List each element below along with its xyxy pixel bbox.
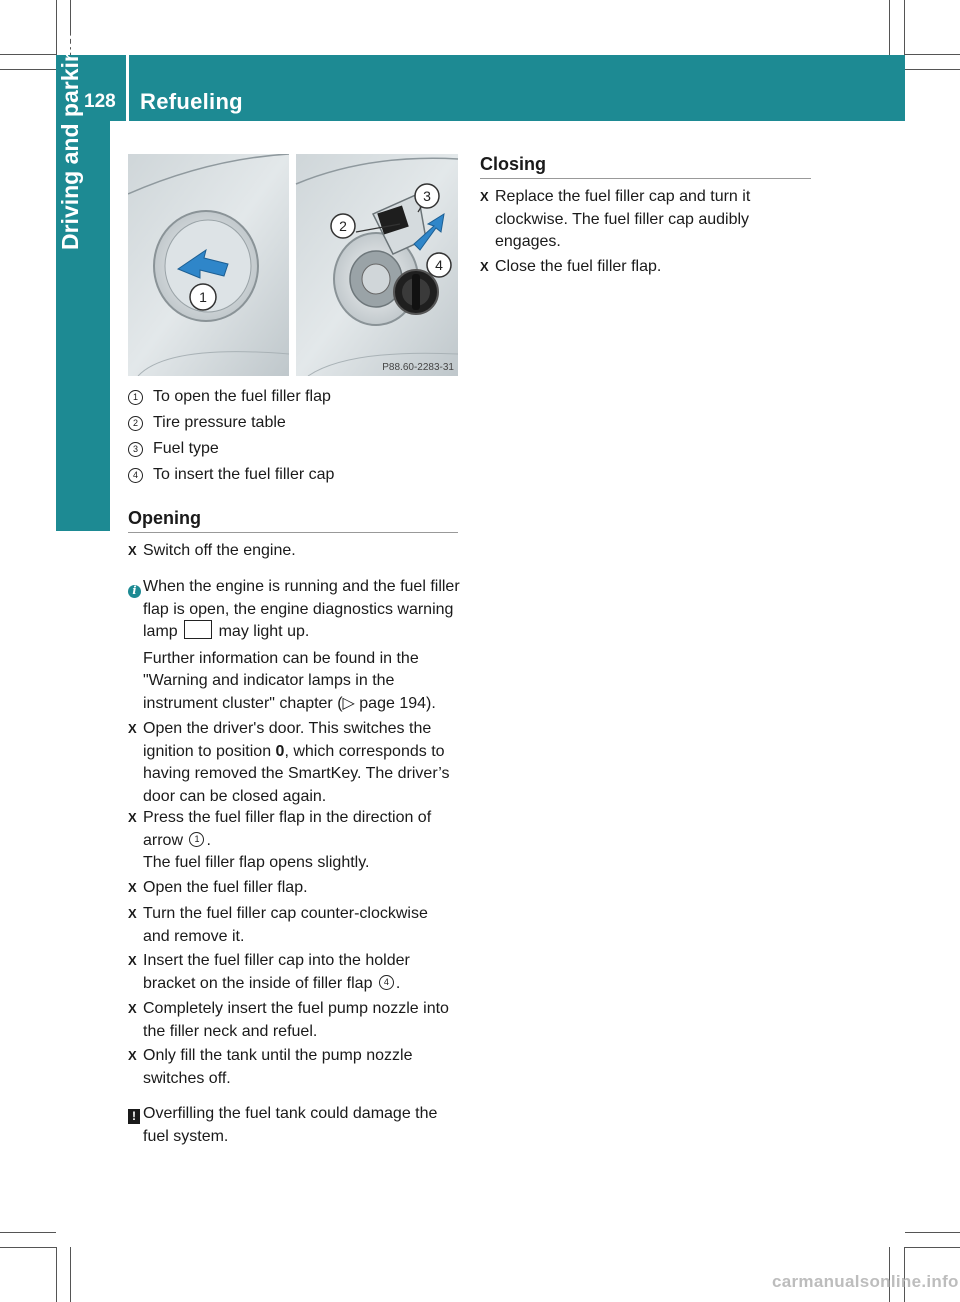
step-fill-tank: X Only fill the tank until the pump nozzle switches off. — [128, 1047, 413, 1087]
warning-note: ! Overfilling the fuel tank could damage the fuel system. — [128, 1103, 466, 1148]
warning-icon: ! — [128, 1105, 140, 1128]
step-marker-icon: X — [480, 189, 489, 204]
step-switch-off: X Switch off the engine. — [128, 540, 468, 563]
page-title: Refueling — [140, 89, 243, 114]
crop-mark — [56, 1247, 57, 1302]
step-marker-icon: X — [128, 906, 137, 921]
fuel-filler-illustration — [128, 154, 458, 376]
watermark: carmanualsonline.info — [772, 1272, 959, 1291]
step-marker-icon: X — [128, 543, 137, 558]
crop-mark — [70, 1247, 71, 1302]
crop-mark — [904, 0, 905, 56]
engine-diagnostics-lamp-icon — [184, 620, 212, 639]
step-marker-icon: X — [128, 953, 137, 968]
step-close-flap: X Close the fuel filler flap. — [480, 256, 800, 279]
step-marker-icon: X — [128, 1001, 137, 1016]
crop-mark — [905, 1247, 960, 1248]
step-marker-icon: X — [480, 259, 489, 274]
svg-text:3: 3 — [423, 188, 431, 204]
side-tab-label: Driving and parking — [57, 34, 83, 250]
header-divider — [126, 55, 129, 121]
svg-text:1: 1 — [199, 289, 207, 305]
crop-mark — [905, 1232, 960, 1233]
step-press-flap: X Press the fuel filler flap in the direction of arrow 1 . The fuel filler flap opens slightly. — [128, 809, 432, 871]
step-refuel: X Completely insert the fuel pump nozzle into the filler neck and refuel. — [128, 1000, 449, 1040]
info-icon: i — [128, 579, 141, 602]
svg-text:2: 2 — [339, 218, 347, 234]
crop-mark — [0, 54, 56, 55]
crop-mark — [0, 69, 56, 70]
crop-mark — [905, 69, 960, 70]
step-marker-icon: X — [128, 880, 137, 895]
step-marker-icon: X — [128, 721, 137, 736]
crop-mark — [0, 1247, 56, 1248]
legend-item: 1 To open the fuel filler flap — [128, 384, 468, 410]
heading-rule — [480, 178, 811, 179]
step-replace-cap: X Replace the fuel filler cap and turn it clockwise. The fuel filler cap audibly engages. — [480, 188, 751, 250]
step-marker-icon: X — [128, 810, 137, 825]
figure-legend — [128, 384, 468, 488]
figure-reference: P88.60-2283-31 — [382, 362, 454, 373]
step-remove-cap: X Turn the fuel filler cap counter-clockwise and remove it. — [128, 905, 428, 945]
step-insert-cap: X Insert the fuel filler cap into the holder bracket on the inside of filler flap 4 . — [128, 952, 410, 992]
info-note: i When the engine is running and the fuel filler flap is open, the engine diagnostics warning lamp may light up. Further information can be found in the "Warning and indicator lamps in the instrument cluster" chapter (▷ page 194). — [128, 576, 463, 715]
section-heading-closing: Closing — [480, 154, 546, 174]
legend-item: 3 Fuel type — [128, 436, 468, 462]
heading-rule — [128, 532, 458, 533]
step-marker-icon: X — [128, 1048, 137, 1063]
svg-text:4: 4 — [435, 257, 443, 273]
page-number: 128 — [84, 91, 116, 112]
legend-item: 2 Tire pressure table — [128, 410, 468, 436]
section-heading-opening: Opening — [128, 508, 201, 528]
step-open-door: X Open the driver's door. This switches the ignition to position 0, which corresponds to having removed the SmartKey. The driver’s door can be closed again. — [128, 720, 450, 805]
crop-mark — [0, 1232, 56, 1233]
legend-item: 4 To insert the fuel filler cap — [128, 462, 468, 488]
step-open-flap: X Open the fuel filler flap. — [128, 877, 468, 900]
crop-mark — [889, 0, 890, 56]
crop-mark — [905, 54, 960, 55]
